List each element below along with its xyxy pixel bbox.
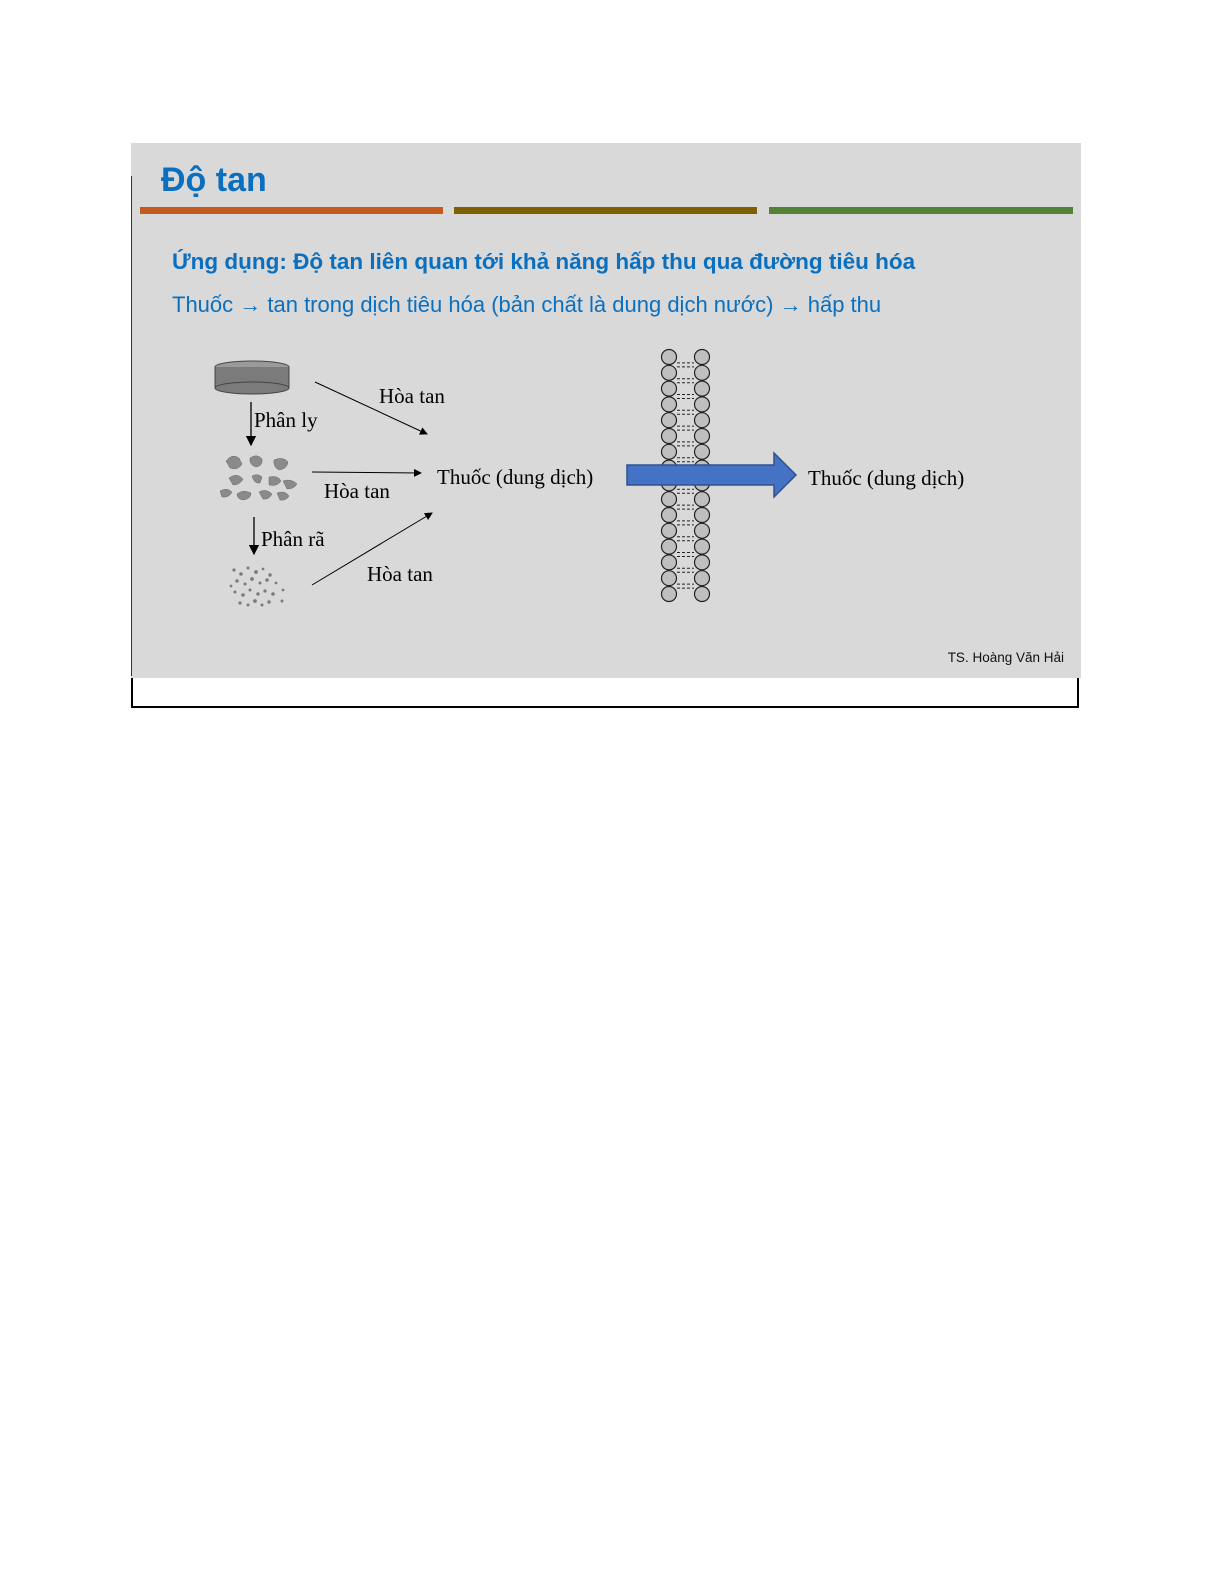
lipid-head (695, 350, 710, 365)
dissolve-label-bottom: Hòa tan (367, 562, 433, 586)
lipid-head (662, 571, 677, 586)
lipid-head (695, 365, 710, 380)
powder-icon (230, 567, 285, 607)
lipid-head (662, 444, 677, 459)
dissociation-label: Phân ly (254, 408, 318, 432)
absorption-diagram (131, 143, 1081, 678)
slide (131, 143, 1081, 678)
lipid-head (695, 429, 710, 444)
granules-icon (220, 456, 297, 500)
headline: Ứng dụng: Độ tan liên quan tới khả năng hấp thu qua đường tiêu hóa (172, 249, 916, 274)
lipid-head (662, 350, 677, 365)
lipid-head (662, 365, 677, 380)
lipid-head (695, 571, 710, 586)
absorption-arrow (627, 453, 796, 497)
lipid-head (662, 397, 677, 412)
tablet-icon (215, 361, 289, 394)
lipid-head (662, 492, 677, 507)
lipid-head (695, 555, 710, 570)
drug-solution-label-after: Thuốc (dung dịch) (808, 466, 965, 490)
lipid-head (662, 555, 677, 570)
lipid-head (695, 539, 710, 554)
lipid-head (662, 381, 677, 396)
dissolve-label-middle: Hòa tan (324, 479, 390, 503)
lipid-head (662, 413, 677, 428)
author-credit: TS. Hoàng Văn Hải (947, 650, 1064, 665)
lipid-head (695, 413, 710, 428)
lipid-head (695, 587, 710, 602)
dissolve-arrow-middle (312, 472, 421, 473)
drug-solution-label-before: Thuốc (dung dịch) (437, 465, 594, 489)
lipid-head (695, 492, 710, 507)
disintegration-label: Phân rã (261, 527, 325, 551)
lipid-head (662, 429, 677, 444)
subline: Thuốc → tan trong dịch tiêu hóa (bản chất là dung dịch nước) → hấp thu (172, 292, 882, 317)
lipid-head (695, 444, 710, 459)
dissolve-label-top: Hòa tan (379, 384, 445, 408)
lipid-head (662, 508, 677, 523)
lipid-head (695, 508, 710, 523)
slide-title: Độ tan (161, 161, 267, 199)
lipid-head (662, 523, 677, 538)
lipid-head (662, 587, 677, 602)
lipid-head (695, 397, 710, 412)
lipid-head (695, 381, 710, 396)
lipid-head (695, 523, 710, 538)
lipid-head (662, 539, 677, 554)
